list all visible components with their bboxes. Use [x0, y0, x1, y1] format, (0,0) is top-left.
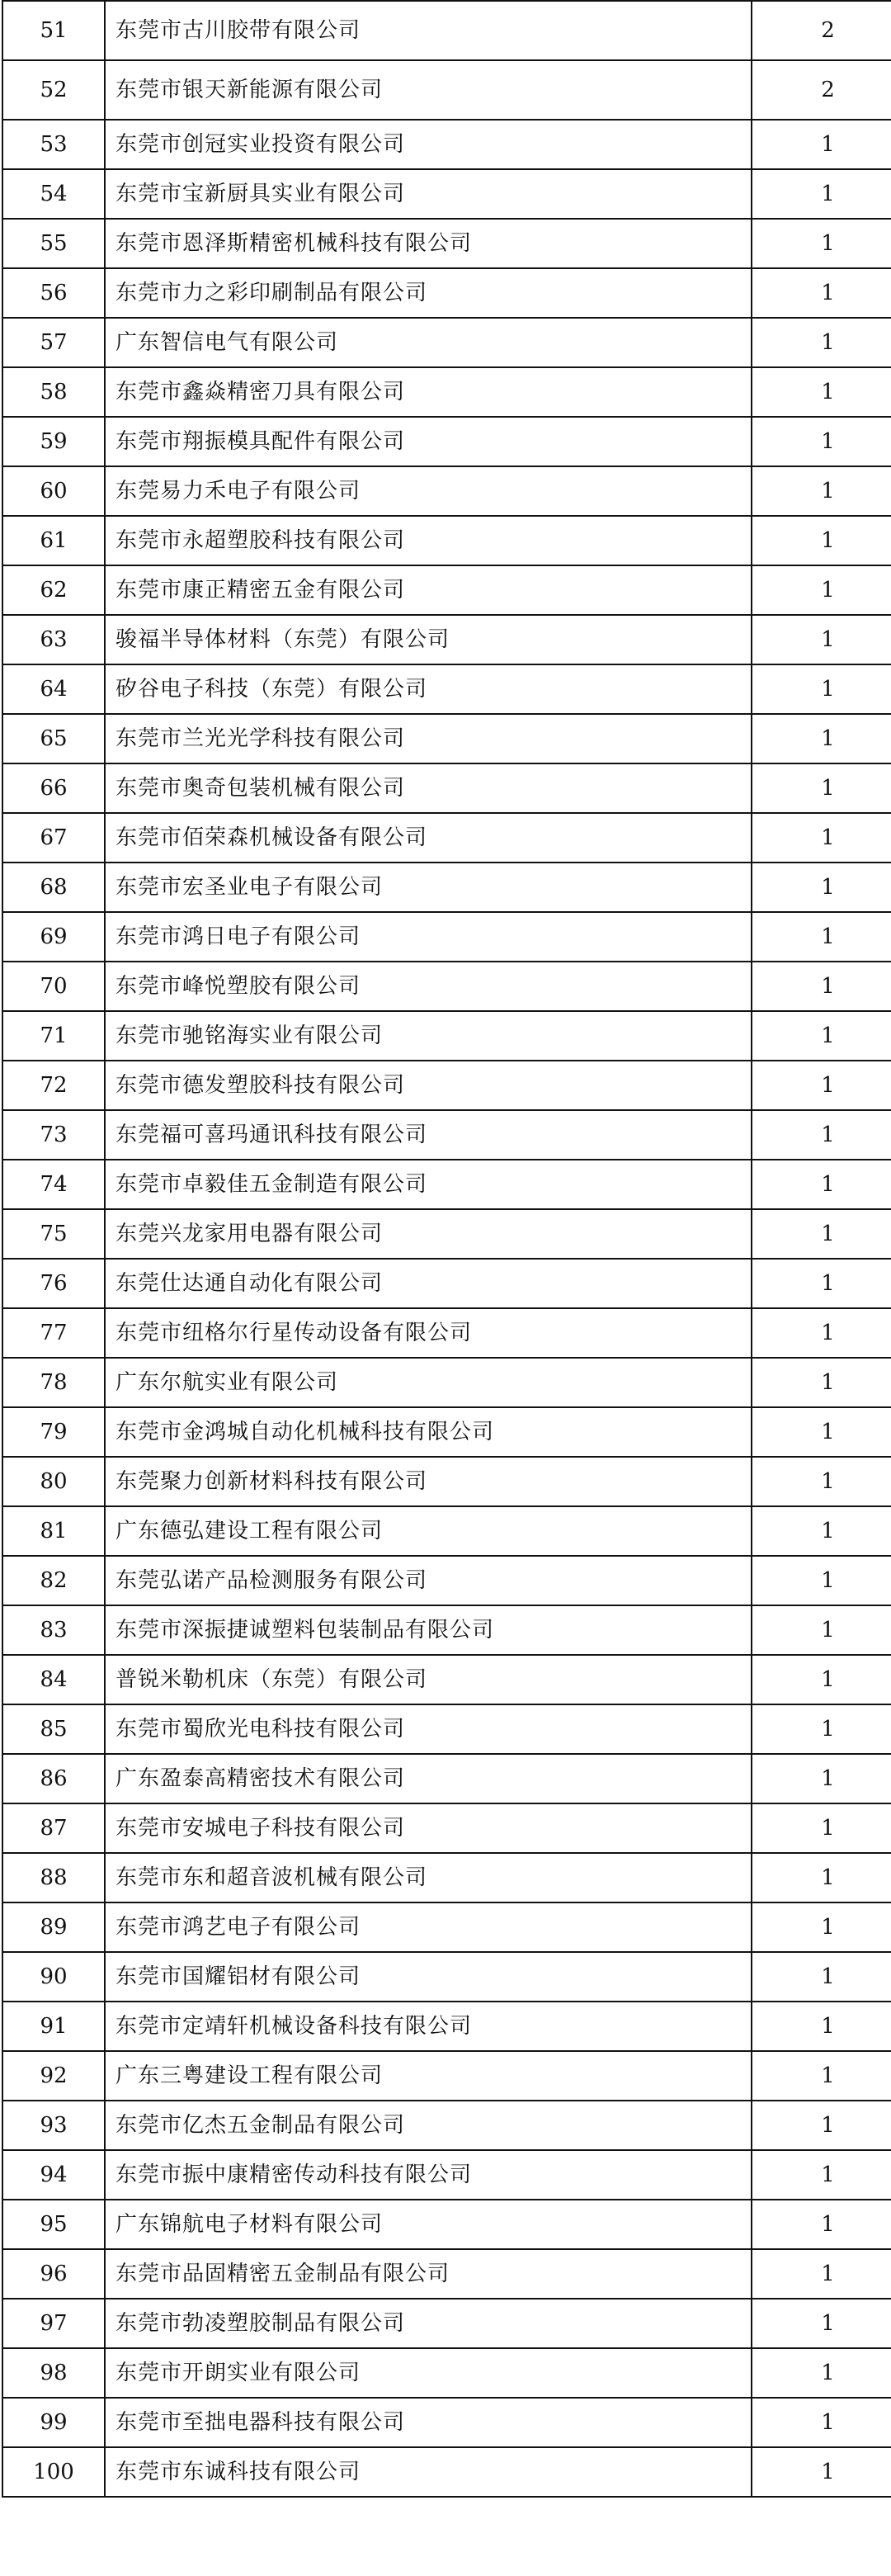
table-row [2, 1, 891, 60]
table-row [2, 1358, 891, 1407]
table-row [2, 417, 891, 466]
count-cell: 1 [752, 1754, 891, 1803]
count-cell: 1 [752, 1358, 891, 1407]
table-row [2, 1457, 891, 1506]
company-name-cell: 东莞市鸿日电子有限公司 [105, 912, 752, 962]
table-row [2, 1803, 891, 1853]
table-row [2, 962, 891, 1011]
table-row [2, 1704, 891, 1754]
table-row [2, 2150, 891, 2200]
company-name-cell: 东莞弘诺产品检测服务有限公司 [105, 1556, 752, 1605]
row-number-cell: 97 [2, 2299, 105, 2348]
table-row [2, 615, 891, 664]
row-number-cell: 64 [2, 664, 105, 714]
table-row [2, 219, 891, 268]
count-cell: 1 [752, 2051, 891, 2101]
company-name-cell: 东莞市卓毅佳五金制造有限公司 [105, 1160, 752, 1209]
count-cell: 1 [752, 1259, 891, 1308]
table-row [2, 1110, 891, 1160]
company-name-cell: 东莞易力禾电子有限公司 [105, 466, 752, 516]
row-number-cell: 55 [2, 219, 105, 268]
row-number-cell: 100 [2, 2447, 105, 2497]
table-row [2, 1605, 891, 1655]
count-cell: 1 [752, 1011, 891, 1061]
row-number-cell: 59 [2, 417, 105, 466]
table-row [2, 466, 891, 516]
table-row [2, 169, 891, 219]
company-name-cell: 东莞市峰悦塑胶有限公司 [105, 962, 752, 1011]
row-number-cell: 96 [2, 2249, 105, 2299]
company-name-cell: 东莞市宏圣业电子有限公司 [105, 863, 752, 912]
company-name-cell: 东莞市金鸿城自动化机械科技有限公司 [105, 1407, 752, 1457]
count-cell: 1 [752, 1160, 891, 1209]
count-cell: 1 [752, 962, 891, 1011]
company-name-cell: 东莞市安城电子科技有限公司 [105, 1803, 752, 1853]
table-row [2, 1556, 891, 1605]
company-name-cell: 东莞市银天新能源有限公司 [105, 60, 752, 120]
company-name-cell: 广东锦航电子材料有限公司 [105, 2200, 752, 2249]
count-cell: 1 [752, 1655, 891, 1704]
count-cell: 1 [752, 219, 891, 268]
row-number-cell: 84 [2, 1655, 105, 1704]
table-row [2, 1011, 891, 1061]
row-number-cell: 93 [2, 2101, 105, 2150]
count-cell: 1 [752, 2398, 891, 2447]
row-number-cell: 53 [2, 120, 105, 169]
company-name-cell: 广东德弘建设工程有限公司 [105, 1506, 752, 1556]
count-cell: 1 [752, 2002, 891, 2051]
company-name-cell: 东莞市深振捷诚塑料包装制品有限公司 [105, 1605, 752, 1655]
count-cell: 1 [752, 615, 891, 664]
table-row [2, 1754, 891, 1803]
table-row [2, 2447, 891, 2497]
row-number-cell: 60 [2, 466, 105, 516]
row-number-cell: 57 [2, 318, 105, 367]
company-name-cell: 东莞市亿杰五金制品有限公司 [105, 2101, 752, 2150]
table-row [2, 268, 891, 318]
row-number-cell: 66 [2, 763, 105, 813]
count-cell: 2 [752, 60, 891, 120]
count-cell: 1 [752, 1556, 891, 1605]
table-row [2, 367, 891, 417]
company-name-cell: 东莞兴龙家用电器有限公司 [105, 1209, 752, 1259]
table-row [2, 2299, 891, 2348]
company-name-cell: 东莞福可喜玛通讯科技有限公司 [105, 1110, 752, 1160]
row-number-cell: 69 [2, 912, 105, 962]
table-row [2, 1308, 891, 1358]
company-name-cell: 普锐米勒机床（东莞）有限公司 [105, 1655, 752, 1704]
row-number-cell: 72 [2, 1061, 105, 1110]
table-row [2, 565, 891, 615]
count-cell: 1 [752, 516, 891, 565]
table-row [2, 1209, 891, 1259]
count-cell: 1 [752, 2447, 891, 2497]
table-row [2, 1853, 891, 1902]
count-cell: 1 [752, 1209, 891, 1259]
count-cell: 2 [752, 1, 891, 60]
table-row [2, 120, 891, 169]
count-cell: 1 [752, 565, 891, 615]
company-name-cell: 东莞市力之彩印刷制品有限公司 [105, 268, 752, 318]
row-number-cell: 51 [2, 1, 105, 60]
company-name-cell: 东莞市国耀铝材有限公司 [105, 1952, 752, 2002]
table-row [2, 2101, 891, 2150]
row-number-cell: 83 [2, 1605, 105, 1655]
count-cell: 1 [752, 367, 891, 417]
table-row [2, 1902, 891, 1952]
table-row [2, 318, 891, 367]
count-cell: 1 [752, 1952, 891, 2002]
table-row [2, 1952, 891, 2002]
company-name-cell: 东莞市蜀欣光电科技有限公司 [105, 1704, 752, 1754]
row-number-cell: 86 [2, 1754, 105, 1803]
count-cell: 1 [752, 1853, 891, 1902]
table-row [2, 2051, 891, 2101]
count-cell: 1 [752, 466, 891, 516]
row-number-cell: 68 [2, 863, 105, 912]
company-name-cell: 东莞市鑫焱精密刀具有限公司 [105, 367, 752, 417]
row-number-cell: 71 [2, 1011, 105, 1061]
table-row [2, 2398, 891, 2447]
company-name-cell: 东莞市定靖轩机械设备科技有限公司 [105, 2002, 752, 2051]
company-name-cell: 矽谷电子科技（东莞）有限公司 [105, 664, 752, 714]
company-name-cell: 广东盈泰高精密技术有限公司 [105, 1754, 752, 1803]
table-row [2, 2002, 891, 2051]
company-name-cell: 东莞市康正精密五金有限公司 [105, 565, 752, 615]
table-row [2, 912, 891, 962]
table-row [2, 1506, 891, 1556]
company-name-cell: 东莞市品固精密五金制品有限公司 [105, 2249, 752, 2299]
row-number-cell: 89 [2, 1902, 105, 1952]
company-name-cell: 东莞市至拙电器科技有限公司 [105, 2398, 752, 2447]
row-number-cell: 99 [2, 2398, 105, 2447]
table-row [2, 60, 891, 120]
company-name-cell: 东莞市翔振模具配件有限公司 [105, 417, 752, 466]
table-row [2, 2348, 891, 2398]
company-name-cell: 广东三粤建设工程有限公司 [105, 2051, 752, 2101]
row-number-cell: 77 [2, 1308, 105, 1358]
row-number-cell: 85 [2, 1704, 105, 1754]
count-cell: 1 [752, 813, 891, 863]
row-number-cell: 63 [2, 615, 105, 664]
row-number-cell: 88 [2, 1853, 105, 1902]
company-table [2, 0, 891, 2498]
table-row [2, 1259, 891, 1308]
row-number-cell: 62 [2, 565, 105, 615]
row-number-cell: 79 [2, 1407, 105, 1457]
row-number-cell: 81 [2, 1506, 105, 1556]
company-name-cell: 东莞市东和超音波机械有限公司 [105, 1853, 752, 1902]
company-name-cell: 东莞市鸿艺电子有限公司 [105, 1902, 752, 1952]
count-cell: 1 [752, 2101, 891, 2150]
count-cell: 1 [752, 714, 891, 763]
count-cell: 1 [752, 1704, 891, 1754]
count-cell: 1 [752, 169, 891, 219]
company-name-cell: 广东尔航实业有限公司 [105, 1358, 752, 1407]
count-cell: 1 [752, 2299, 891, 2348]
row-number-cell: 54 [2, 169, 105, 219]
company-name-cell: 东莞市古川胶带有限公司 [105, 1, 752, 60]
row-number-cell: 82 [2, 1556, 105, 1605]
table-row [2, 664, 891, 714]
row-number-cell: 52 [2, 60, 105, 120]
company-name-cell: 东莞市恩泽斯精密机械科技有限公司 [105, 219, 752, 268]
company-name-cell: 东莞市勃凌塑胶制品有限公司 [105, 2299, 752, 2348]
row-number-cell: 67 [2, 813, 105, 863]
company-name-cell: 东莞市开朗实业有限公司 [105, 2348, 752, 2398]
company-name-cell: 东莞市兰光光学科技有限公司 [105, 714, 752, 763]
count-cell: 1 [752, 1407, 891, 1457]
count-cell: 1 [752, 2150, 891, 2200]
row-number-cell: 92 [2, 2051, 105, 2101]
company-name-cell: 东莞市奥奇包装机械有限公司 [105, 763, 752, 813]
count-cell: 1 [752, 1457, 891, 1506]
company-name-cell: 东莞市驰铭海实业有限公司 [105, 1011, 752, 1061]
count-cell: 1 [752, 1902, 891, 1952]
count-cell: 1 [752, 2348, 891, 2398]
table-row [2, 1655, 891, 1704]
company-name-cell: 东莞市德发塑胶科技有限公司 [105, 1061, 752, 1110]
table-row [2, 1160, 891, 1209]
count-cell: 1 [752, 863, 891, 912]
row-number-cell: 94 [2, 2150, 105, 2200]
row-number-cell: 95 [2, 2200, 105, 2249]
table-row [2, 2200, 891, 2249]
table-row [2, 813, 891, 863]
count-cell: 1 [752, 1605, 891, 1655]
row-number-cell: 91 [2, 2002, 105, 2051]
row-number-cell: 87 [2, 1803, 105, 1853]
row-number-cell: 61 [2, 516, 105, 565]
company-name-cell: 骏福半导体材料（东莞）有限公司 [105, 615, 752, 664]
count-cell: 1 [752, 417, 891, 466]
row-number-cell: 58 [2, 367, 105, 417]
row-number-cell: 73 [2, 1110, 105, 1160]
company-name-cell: 东莞市纽格尔行星传动设备有限公司 [105, 1308, 752, 1358]
row-number-cell: 75 [2, 1209, 105, 1259]
count-cell: 1 [752, 912, 891, 962]
count-cell: 1 [752, 318, 891, 367]
table-body [2, 1, 891, 2497]
company-name-cell: 东莞市东诚科技有限公司 [105, 2447, 752, 2497]
count-cell: 1 [752, 664, 891, 714]
count-cell: 1 [752, 2200, 891, 2249]
count-cell: 1 [752, 1110, 891, 1160]
row-number-cell: 70 [2, 962, 105, 1011]
row-number-cell: 56 [2, 268, 105, 318]
row-number-cell: 74 [2, 1160, 105, 1209]
row-number-cell: 65 [2, 714, 105, 763]
row-number-cell: 80 [2, 1457, 105, 1506]
count-cell: 1 [752, 1308, 891, 1358]
count-cell: 1 [752, 1506, 891, 1556]
count-cell: 1 [752, 268, 891, 318]
table-row [2, 1407, 891, 1457]
table-row [2, 2249, 891, 2299]
table-row [2, 714, 891, 763]
company-name-cell: 东莞市宝新厨具实业有限公司 [105, 169, 752, 219]
row-number-cell: 78 [2, 1358, 105, 1407]
row-number-cell: 76 [2, 1259, 105, 1308]
company-name-cell: 东莞市永超塑胶科技有限公司 [105, 516, 752, 565]
company-name-cell: 东莞聚力创新材料科技有限公司 [105, 1457, 752, 1506]
row-number-cell: 90 [2, 1952, 105, 2002]
company-name-cell: 东莞市佰荣森机械设备有限公司 [105, 813, 752, 863]
count-cell: 1 [752, 120, 891, 169]
row-number-cell: 98 [2, 2348, 105, 2398]
count-cell: 1 [752, 2249, 891, 2299]
table-row [2, 763, 891, 813]
count-cell: 1 [752, 763, 891, 813]
count-cell: 1 [752, 1061, 891, 1110]
count-cell: 1 [752, 1803, 891, 1853]
table-row [2, 516, 891, 565]
company-name-cell: 东莞市创冠实业投资有限公司 [105, 120, 752, 169]
table-row [2, 863, 891, 912]
company-name-cell: 东莞市振中康精密传动科技有限公司 [105, 2150, 752, 2200]
company-name-cell: 广东智信电气有限公司 [105, 318, 752, 367]
company-name-cell: 东莞仕达通自动化有限公司 [105, 1259, 752, 1308]
table-row [2, 1061, 891, 1110]
